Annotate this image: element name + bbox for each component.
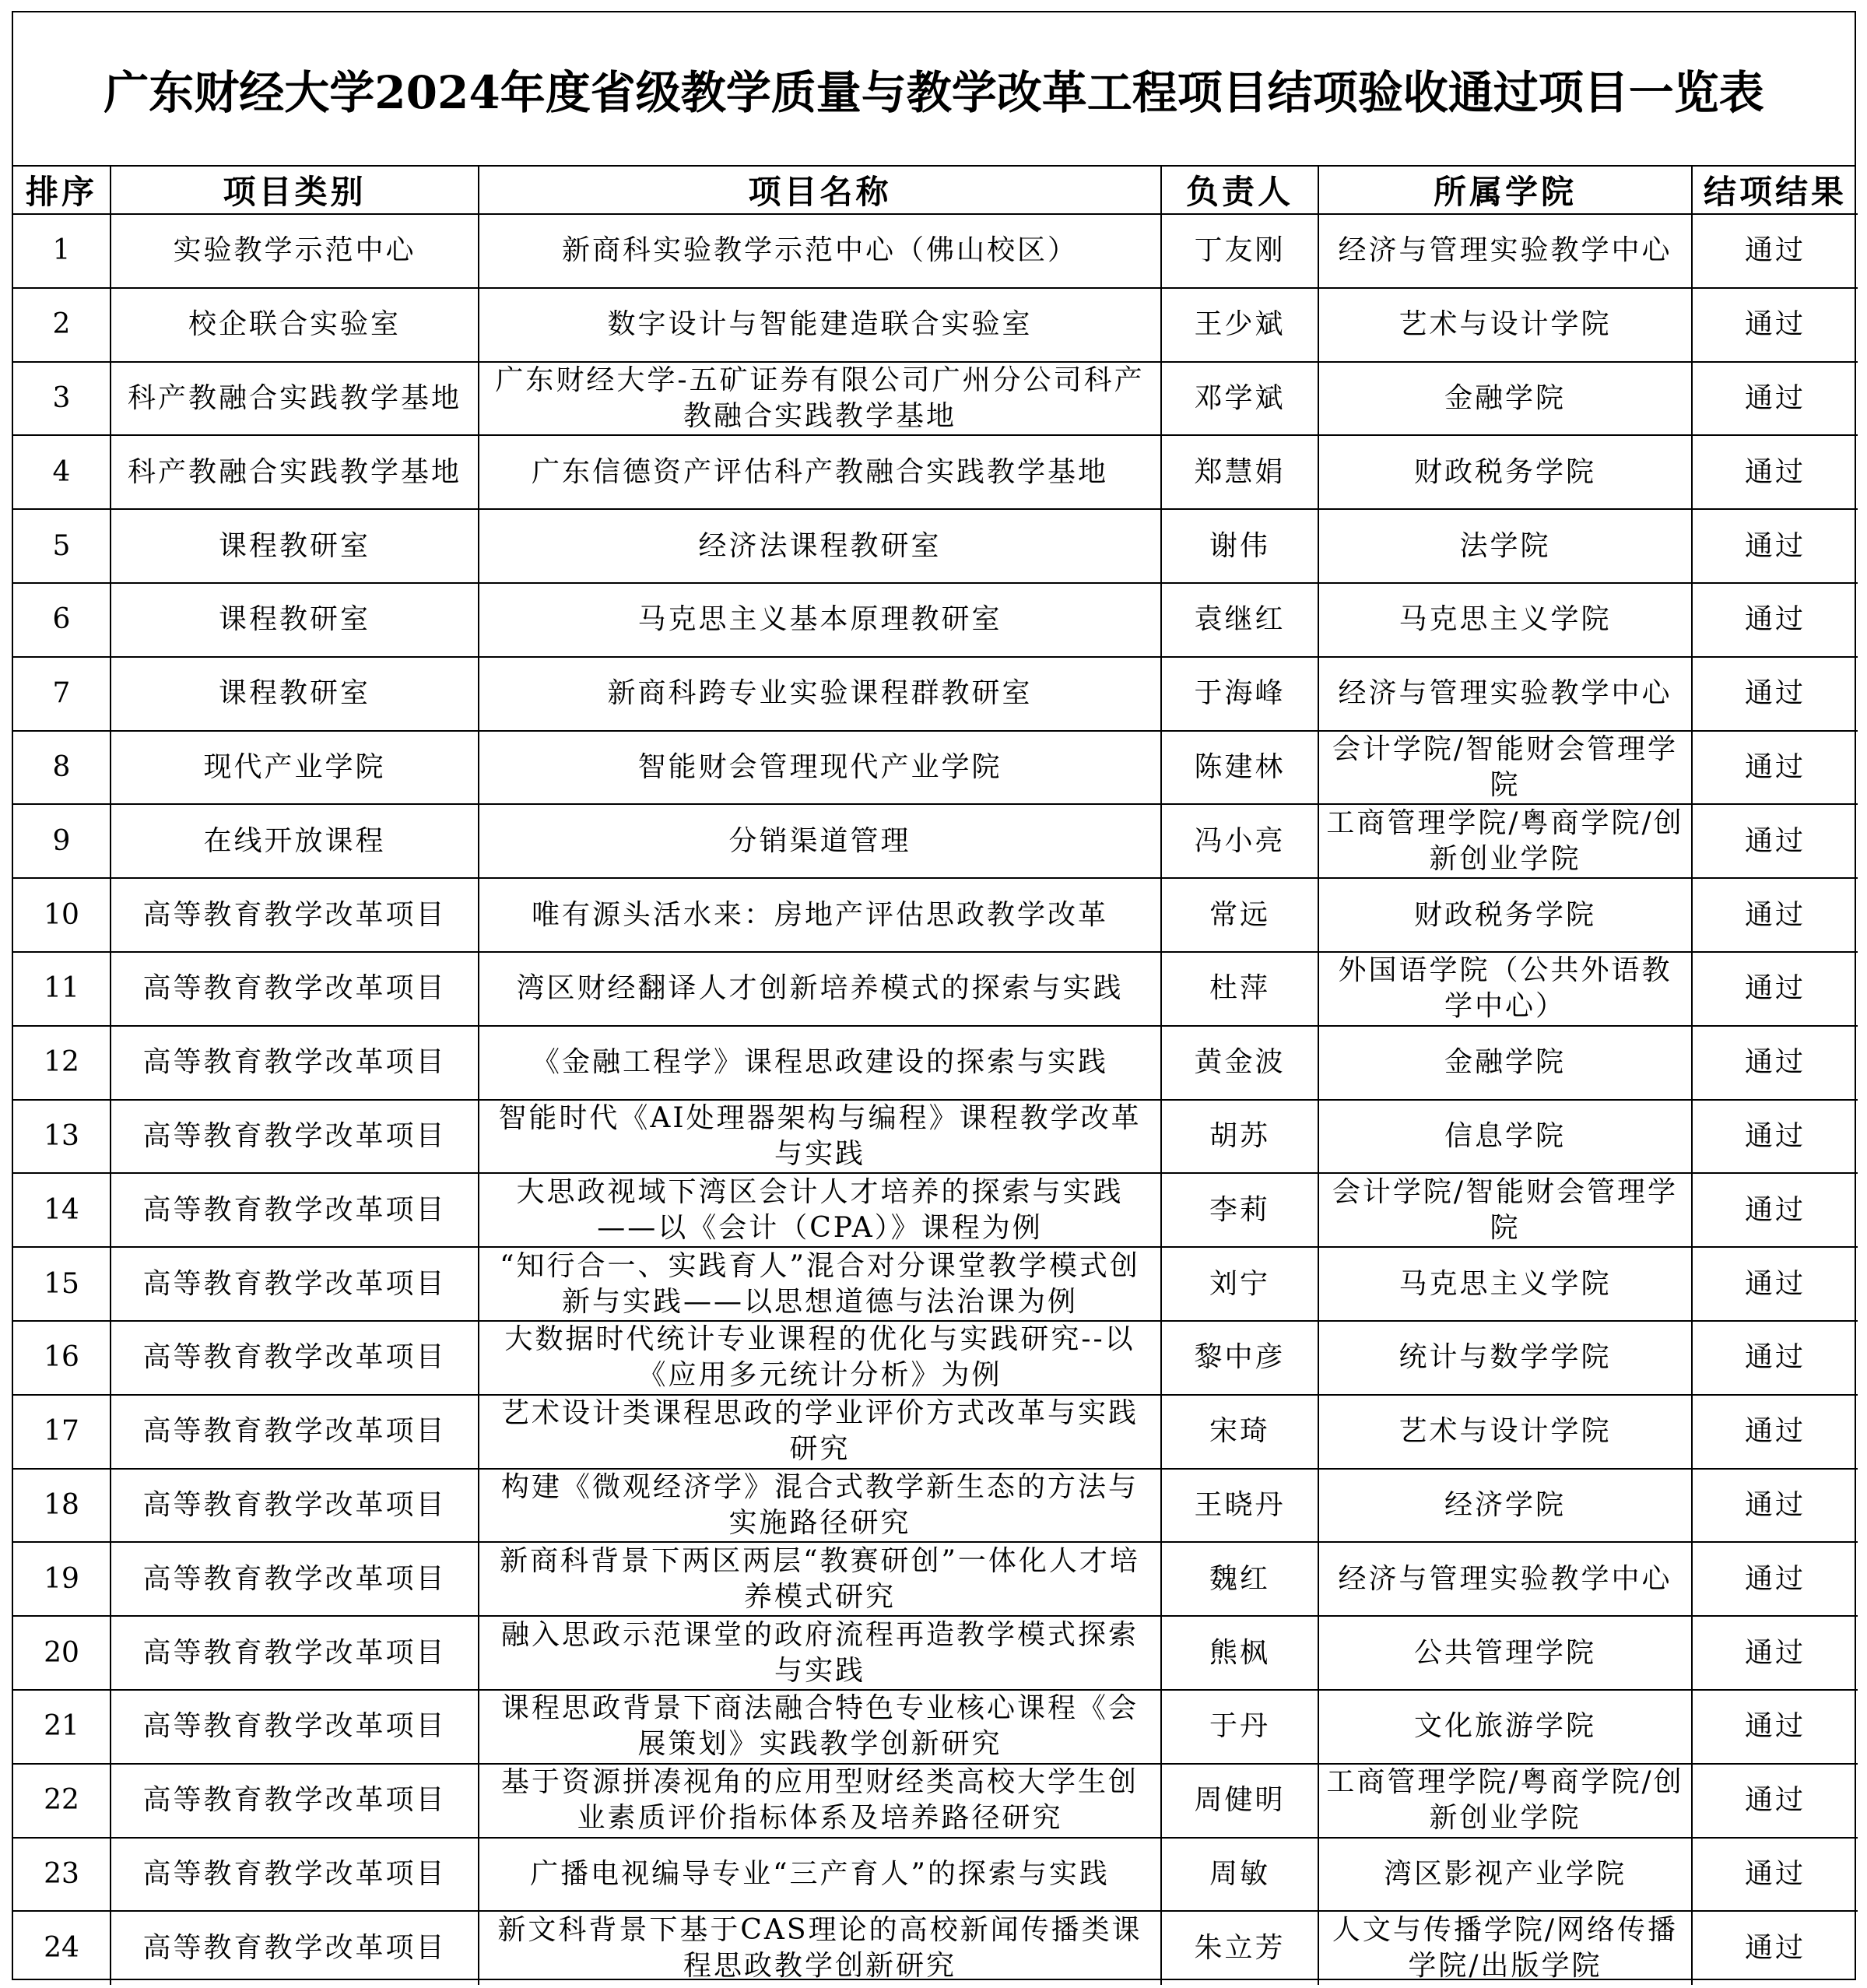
cell-category: 高等教育教学改革项目	[111, 1173, 479, 1247]
cell-leader: 于丹	[1161, 1690, 1318, 1764]
cell-category: 高等教育教学改革项目	[111, 1764, 479, 1838]
cell-result: 通过	[1692, 731, 1858, 805]
cell-category: 课程教研室	[111, 583, 479, 657]
table-row	[13, 362, 1858, 436]
cell-order: 13	[13, 1100, 111, 1174]
cell-order: 16	[13, 1321, 111, 1395]
cell-order: 12	[13, 1026, 111, 1100]
cell-category: 高等教育教学改革项目	[111, 1911, 479, 1985]
cell-category: 实验教学示范中心	[111, 214, 479, 288]
cell-leader: 黄金波	[1161, 1026, 1318, 1100]
table-row	[13, 952, 1858, 1026]
cell-project-name: 湾区财经翻译人才创新培养模式的探索与实践	[479, 952, 1161, 1026]
cell-result: 通过	[1692, 1764, 1858, 1838]
cell-category: 高等教育教学改革项目	[111, 878, 479, 952]
cell-category: 课程教研室	[111, 509, 479, 583]
cell-leader: 王少斌	[1161, 288, 1318, 362]
cell-result: 通过	[1692, 1247, 1858, 1321]
cell-category: 科产教融合实践教学基地	[111, 435, 479, 509]
cell-order: 15	[13, 1247, 111, 1321]
cell-project-name: 广东财经大学-五矿证券有限公司广州分公司科产教融合实践教学基地	[479, 362, 1161, 436]
cell-leader: 朱立芳	[1161, 1911, 1318, 1985]
cell-category: 高等教育教学改革项目	[111, 1616, 479, 1690]
cell-leader: 冯小亮	[1161, 804, 1318, 878]
table-row	[13, 804, 1858, 878]
table-row	[13, 1247, 1858, 1321]
cell-project-name: 马克思主义基本原理教研室	[479, 583, 1161, 657]
table-row	[13, 1616, 1858, 1690]
cell-order: 23	[13, 1838, 111, 1912]
cell-leader: 刘宁	[1161, 1247, 1318, 1321]
cell-project-name: 广东信德资产评估科产教融合实践教学基地	[479, 435, 1161, 509]
table-row	[13, 288, 1858, 362]
cell-result: 通过	[1692, 657, 1858, 731]
cell-leader: 陈建林	[1161, 731, 1318, 805]
cell-leader: 魏红	[1161, 1542, 1318, 1616]
cell-project-name: 艺术设计类课程思政的学业评价方式改革与实践研究	[479, 1395, 1161, 1469]
cell-leader: 郑慧娟	[1161, 435, 1318, 509]
cell-project-name: 数字设计与智能建造联合实验室	[479, 288, 1161, 362]
table-row	[13, 1173, 1858, 1247]
column-header-leader: 负责人	[1161, 167, 1318, 214]
cell-leader: 邓学斌	[1161, 362, 1318, 436]
cell-leader: 于海峰	[1161, 657, 1318, 731]
cell-result: 通过	[1692, 583, 1858, 657]
table-header-row	[13, 167, 1858, 214]
cell-result: 通过	[1692, 1911, 1858, 1985]
cell-project-name: 大数据时代统计专业课程的优化与实践研究--以《应用多元统计分析》为例	[479, 1321, 1161, 1395]
cell-order: 9	[13, 804, 111, 878]
table-row	[13, 657, 1858, 731]
cell-category: 在线开放课程	[111, 804, 479, 878]
cell-college: 工商管理学院/粤商学院/创新创业学院	[1318, 1764, 1692, 1838]
cell-result: 通过	[1692, 878, 1858, 952]
cell-college: 信息学院	[1318, 1100, 1692, 1174]
cell-project-name: 新文科背景下基于CAS理论的高校新闻传播类课程思政教学创新研究	[479, 1911, 1161, 1985]
cell-result: 通过	[1692, 214, 1858, 288]
column-header-category: 项目类别	[111, 167, 479, 214]
cell-result: 通过	[1692, 1542, 1858, 1616]
cell-leader: 袁继红	[1161, 583, 1318, 657]
cell-project-name: 唯有源头活水来：房地产评估思政教学改革	[479, 878, 1161, 952]
cell-college: 法学院	[1318, 509, 1692, 583]
cell-project-name: 智能财会管理现代产业学院	[479, 731, 1161, 805]
cell-project-name: 融入思政示范课堂的政府流程再造教学模式探索与实践	[479, 1616, 1161, 1690]
cell-category: 高等教育教学改革项目	[111, 1321, 479, 1395]
cell-leader: 丁友刚	[1161, 214, 1318, 288]
column-header-result: 结项结果	[1692, 167, 1858, 214]
cell-college: 艺术与设计学院	[1318, 1395, 1692, 1469]
cell-order: 24	[13, 1911, 111, 1985]
cell-result: 通过	[1692, 1173, 1858, 1247]
cell-college: 经济学院	[1318, 1469, 1692, 1543]
table-row	[13, 1690, 1858, 1764]
cell-result: 通过	[1692, 1321, 1858, 1395]
cell-category: 高等教育教学改革项目	[111, 1469, 479, 1543]
cell-project-name: 经济法课程教研室	[479, 509, 1161, 583]
cell-result: 通过	[1692, 1469, 1858, 1543]
cell-college: 马克思主义学院	[1318, 1247, 1692, 1321]
cell-order: 14	[13, 1173, 111, 1247]
cell-order: 4	[13, 435, 111, 509]
cell-leader: 黎中彦	[1161, 1321, 1318, 1395]
cell-project-name: 广播电视编导专业“三产育人”的探索与实践	[479, 1838, 1161, 1912]
cell-category: 高等教育教学改革项目	[111, 1542, 479, 1616]
table-row	[13, 1469, 1858, 1543]
cell-college: 文化旅游学院	[1318, 1690, 1692, 1764]
cell-college: 马克思主义学院	[1318, 583, 1692, 657]
cell-order: 5	[13, 509, 111, 583]
cell-leader: 熊枫	[1161, 1616, 1318, 1690]
projects-table	[13, 167, 1858, 1985]
cell-college: 会计学院/智能财会管理学院	[1318, 1173, 1692, 1247]
cell-order: 10	[13, 878, 111, 952]
cell-project-name: 大思政视域下湾区会计人才培养的探索与实践——以《会计（CPA）》课程为例	[479, 1173, 1161, 1247]
cell-project-name: 智能时代《AI处理器架构与编程》课程教学改革与实践	[479, 1100, 1161, 1174]
cell-category: 课程教研室	[111, 657, 479, 731]
cell-order: 19	[13, 1542, 111, 1616]
cell-college: 人文与传播学院/网络传播学院/出版学院	[1318, 1911, 1692, 1985]
cell-leader: 李莉	[1161, 1173, 1318, 1247]
cell-order: 6	[13, 583, 111, 657]
table-row	[13, 1321, 1858, 1395]
cell-project-name: 新商科跨专业实验课程群教研室	[479, 657, 1161, 731]
cell-college: 金融学院	[1318, 1026, 1692, 1100]
cell-category: 高等教育教学改革项目	[111, 1395, 479, 1469]
cell-college: 公共管理学院	[1318, 1616, 1692, 1690]
cell-category: 科产教融合实践教学基地	[111, 362, 479, 436]
cell-college: 会计学院/智能财会管理学院	[1318, 731, 1692, 805]
cell-order: 22	[13, 1764, 111, 1838]
cell-result: 通过	[1692, 362, 1858, 436]
cell-college: 工商管理学院/粤商学院/创新创业学院	[1318, 804, 1692, 878]
cell-project-name: 新商科背景下两区两层“教赛研创”一体化人才培养模式研究	[479, 1542, 1161, 1616]
cell-project-name: 分销渠道管理	[479, 804, 1161, 878]
cell-project-name: “知行合一、实践育人”混合对分课堂教学模式创新与实践——以思想道德与法治课为例	[479, 1247, 1161, 1321]
cell-category: 高等教育教学改革项目	[111, 1838, 479, 1912]
cell-result: 通过	[1692, 804, 1858, 878]
table-row	[13, 1838, 1858, 1912]
cell-order: 20	[13, 1616, 111, 1690]
table-row	[13, 1026, 1858, 1100]
cell-category: 现代产业学院	[111, 731, 479, 805]
table-row	[13, 731, 1858, 805]
cell-project-name: 基于资源拼凑视角的应用型财经类高校大学生创业素质评价指标体系及培养路径研究	[479, 1764, 1161, 1838]
table-row	[13, 435, 1858, 509]
cell-order: 1	[13, 214, 111, 288]
cell-college: 财政税务学院	[1318, 878, 1692, 952]
page-title: 广东财经大学2024年度省级教学质量与教学改革工程项目结项验收通过项目一览表	[104, 66, 1764, 119]
table-row	[13, 214, 1858, 288]
cell-college: 外国语学院（公共外语教学中心）	[1318, 952, 1692, 1026]
cell-order: 2	[13, 288, 111, 362]
cell-order: 8	[13, 731, 111, 805]
cell-project-name: 课程思政背景下商法融合特色专业核心课程《会展策划》实践教学创新研究	[479, 1690, 1161, 1764]
cell-category: 高等教育教学改革项目	[111, 952, 479, 1026]
cell-leader: 宋琦	[1161, 1395, 1318, 1469]
cell-college: 经济与管理实验教学中心	[1318, 1542, 1692, 1616]
cell-result: 通过	[1692, 1100, 1858, 1174]
table-row	[13, 1542, 1858, 1616]
cell-category: 高等教育教学改革项目	[111, 1690, 479, 1764]
cell-result: 通过	[1692, 1690, 1858, 1764]
cell-result: 通过	[1692, 1838, 1858, 1912]
cell-result: 通过	[1692, 435, 1858, 509]
column-header-college: 所属学院	[1318, 167, 1692, 214]
cell-college: 财政税务学院	[1318, 435, 1692, 509]
table-row	[13, 1395, 1858, 1469]
column-header-order: 排序	[13, 167, 111, 214]
table-row	[13, 1911, 1858, 1985]
cell-leader: 周健明	[1161, 1764, 1318, 1838]
cell-result: 通过	[1692, 288, 1858, 362]
cell-result: 通过	[1692, 1616, 1858, 1690]
cell-order: 3	[13, 362, 111, 436]
cell-college: 统计与数学学院	[1318, 1321, 1692, 1395]
cell-order: 21	[13, 1690, 111, 1764]
title-row	[13, 12, 1855, 167]
cell-category: 高等教育教学改革项目	[111, 1026, 479, 1100]
cell-college: 经济与管理实验教学中心	[1318, 214, 1692, 288]
table-row	[13, 509, 1858, 583]
cell-college: 艺术与设计学院	[1318, 288, 1692, 362]
table-body	[13, 214, 1858, 1985]
column-header-project-name: 项目名称	[479, 167, 1161, 214]
cell-order: 18	[13, 1469, 111, 1543]
cell-order: 7	[13, 657, 111, 731]
cell-leader: 杜萍	[1161, 952, 1318, 1026]
cell-college: 经济与管理实验教学中心	[1318, 657, 1692, 731]
cell-category: 高等教育教学改革项目	[111, 1247, 479, 1321]
cell-project-name: 《金融工程学》课程思政建设的探索与实践	[479, 1026, 1161, 1100]
cell-result: 通过	[1692, 1395, 1858, 1469]
cell-project-name: 新商科实验教学示范中心（佛山校区）	[479, 214, 1161, 288]
table-row	[13, 1100, 1858, 1174]
cell-result: 通过	[1692, 1026, 1858, 1100]
cell-result: 通过	[1692, 952, 1858, 1026]
cell-leader: 王晓丹	[1161, 1469, 1318, 1543]
cell-college: 金融学院	[1318, 362, 1692, 436]
cell-leader: 谢伟	[1161, 509, 1318, 583]
cell-leader: 胡苏	[1161, 1100, 1318, 1174]
table-row	[13, 583, 1858, 657]
cell-order: 17	[13, 1395, 111, 1469]
table-row	[13, 878, 1858, 952]
cell-order: 11	[13, 952, 111, 1026]
cell-category: 校企联合实验室	[111, 288, 479, 362]
document-page	[12, 11, 1856, 1983]
cell-leader: 周敏	[1161, 1838, 1318, 1912]
table-row	[13, 1764, 1858, 1838]
cell-result: 通过	[1692, 509, 1858, 583]
cell-leader: 常远	[1161, 878, 1318, 952]
cell-college: 湾区影视产业学院	[1318, 1838, 1692, 1912]
cell-project-name: 构建《微观经济学》混合式教学新生态的方法与实施路径研究	[479, 1469, 1161, 1543]
cell-category: 高等教育教学改革项目	[111, 1100, 479, 1174]
